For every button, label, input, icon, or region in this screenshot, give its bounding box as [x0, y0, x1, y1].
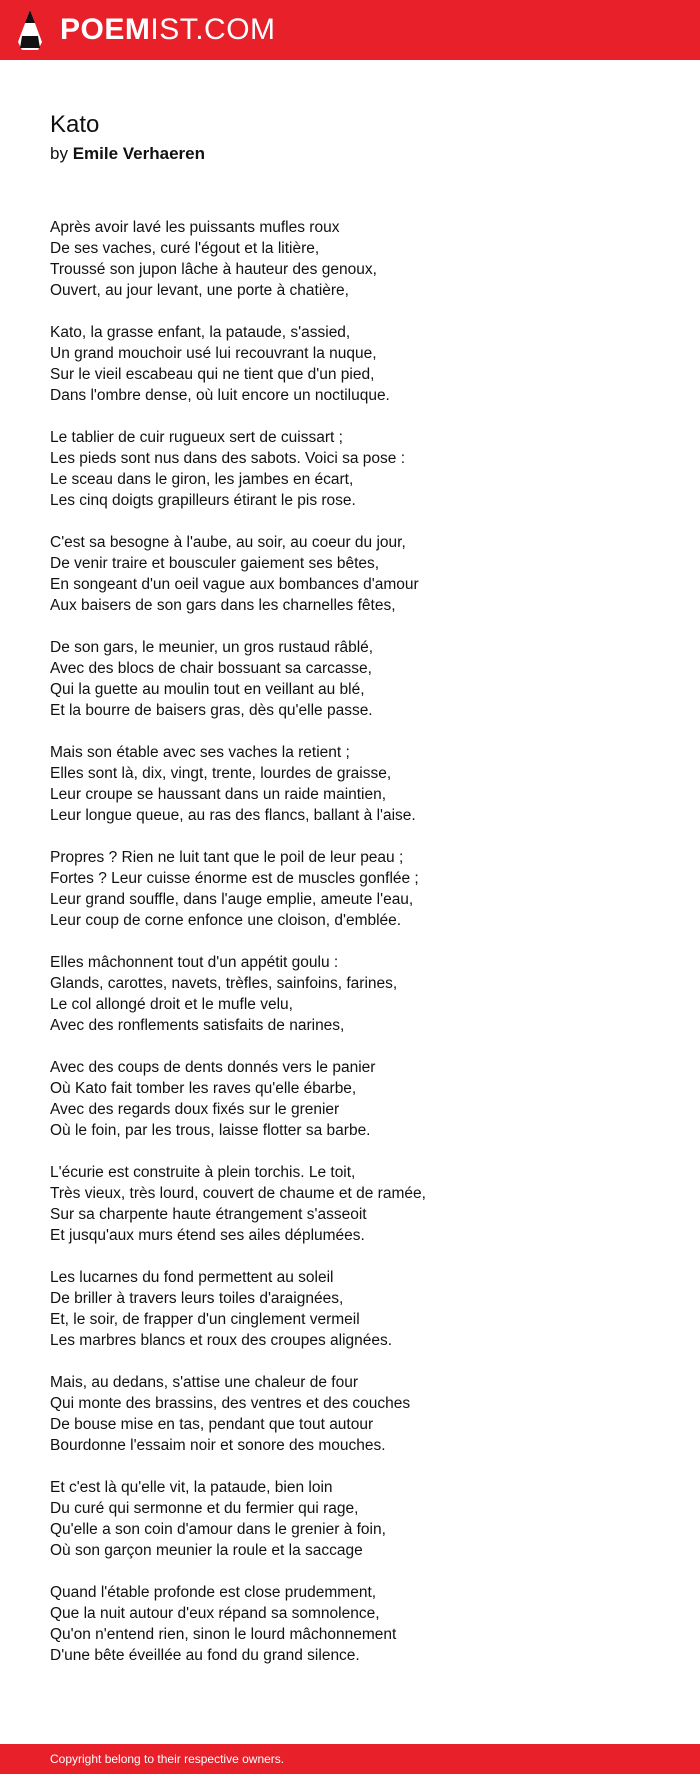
footer-copyright: Copyright belong to their respective owners. — [50, 1752, 285, 1766]
poem-stanza — [50, 1057, 650, 1141]
poem-stanza — [50, 1582, 650, 1666]
site-logo-link[interactable] — [16, 8, 276, 52]
poem-line: Qui la guette au moulin tout en veillant au blé, — [50, 681, 365, 698]
poem-line: Les marbres blancs et roux des croupes alignées. — [50, 1332, 393, 1349]
poem-line: De son gars, le meunier, un gros rustaud râblé, — [50, 639, 374, 656]
poem-line: Elles sont là, dix, vingt, trente, lourdes de graisse, — [50, 765, 392, 782]
poem-line: Le col allongé droit et le mufle velu, — [50, 996, 293, 1013]
poem-line: Avec des blocs de chair bossuant sa carcasse, — [50, 660, 372, 677]
poem-stanza — [50, 427, 650, 511]
poem-line: De ses vaches, curé l'égout et la litière, — [50, 240, 320, 257]
poem-line: Les lucarnes du fond permettent au soleil — [50, 1269, 334, 1286]
poem-line: Bourdonne l'essaim noir et sonore des mouches. — [50, 1437, 386, 1454]
poem-line: Fortes ? Leur cuisse énorme est de muscles gonflée ; — [50, 870, 419, 887]
poem-line: L'écurie est construite à plein torchis. Le toit, — [50, 1164, 356, 1181]
poem-stanza — [50, 742, 650, 826]
poem-line: Avec des regards doux fixés sur le grenier — [50, 1101, 340, 1118]
poem-line: Où son garçon meunier la roule et la saccage — [50, 1542, 363, 1559]
site-footer — [0, 1744, 700, 1774]
poem-line: Qu'on n'entend rien, sinon le lourd mâchonnement — [50, 1626, 397, 1643]
logo-light-text: IST.COM — [150, 13, 276, 46]
poem-line: Quand l'étable profonde est close prudemment, — [50, 1584, 377, 1601]
poem-author: Emile Verhaeren — [72, 144, 206, 163]
poem-line: Avec des ronflements satisfaits de narines, — [50, 1017, 345, 1034]
poem-line: Et, le soir, de frapper d'un cinglement vermeil — [50, 1311, 360, 1328]
poem-line: En songeant d'un oeil vague aux bombances d'amour — [50, 576, 419, 593]
poem-stanza — [50, 217, 650, 301]
site-header — [0, 0, 700, 60]
poem-line: De bouse mise en tas, pendant que tout autour — [50, 1416, 374, 1433]
poem-line: Après avoir lavé les puissants mufles roux — [50, 219, 340, 236]
poem-line: De venir traire et bousculer gaiement ses bêtes, — [50, 555, 380, 572]
poem-line: Leur coup de corne enfonce une cloison, d'emblée. — [50, 912, 402, 929]
poem-line: Leur longue queue, au ras des flancs, ballant à l'aise. — [50, 807, 416, 824]
poem-line: Et c'est là qu'elle vit, la pataude, bien loin — [50, 1479, 333, 1496]
poem-line: Sur sa charpente haute étrangement s'asseoit — [50, 1206, 367, 1223]
poem-stanza — [50, 952, 650, 1036]
poem-line: Dans l'ombre dense, où luit encore un noctiluque. — [50, 387, 390, 404]
poem-line: Leur croupe se haussant dans un raide maintien, — [50, 786, 387, 803]
logo-bold-text: POEM — [60, 13, 151, 46]
poem-byline — [50, 142, 650, 166]
poem-line: Elles mâchonnent tout d'un appétit goulu : — [50, 954, 339, 971]
poem-line: Les pieds sont nus dans des sabots. Voici sa pose : — [50, 450, 406, 467]
poem-stanza — [50, 1267, 650, 1351]
poem-line: Kato, la grasse enfant, la pataude, s'assied, — [50, 324, 351, 341]
site-logo-text — [60, 8, 276, 52]
poem-title: Kato — [50, 111, 100, 138]
poem-body — [50, 217, 650, 1687]
poem-stanza — [50, 532, 650, 616]
by-label: by — [50, 144, 68, 163]
poem-stanza — [50, 1162, 650, 1246]
poem-line: Aux baisers de son gars dans les charnelles fêtes, — [50, 597, 396, 614]
poem-line: De briller à travers leurs toiles d'araignées, — [50, 1290, 344, 1307]
poem-line: Où Kato fait tomber les raves qu'elle ébarbe, — [50, 1080, 357, 1097]
poem-stanza — [50, 637, 650, 721]
poem-line: Glands, carottes, navets, trèfles, sainfoins, farines, — [50, 975, 398, 992]
poem-line: Que la nuit autour d'eux répand sa somnolence, — [50, 1605, 380, 1622]
poem-line: Qui monte des brassins, des ventres et des couches — [50, 1395, 411, 1412]
poem-line: C'est sa besogne à l'aube, au soir, au coeur du jour, — [50, 534, 406, 551]
poem-line: Un grand mouchoir usé lui recouvrant la nuque, — [50, 345, 377, 362]
poem-stanza — [50, 322, 650, 406]
poem-line: Qu'elle a son coin d'amour dans le grenier à foin, — [50, 1521, 386, 1538]
poem-line: Et jusqu'aux murs étend ses ailes déplumées. — [50, 1227, 365, 1244]
poem-content — [50, 110, 650, 1664]
poem-line: Le sceau dans le giron, les jambes en écart, — [50, 471, 354, 488]
poem-line: Du curé qui sermonne et du fermier qui rage, — [50, 1500, 359, 1517]
poem-line: D'une bête éveillée au fond du grand silence. — [50, 1647, 360, 1664]
pencil-tip-icon — [16, 8, 44, 52]
poem-stanza — [50, 847, 650, 931]
poem-line: Ouvert, au jour levant, une porte à chatière, — [50, 282, 349, 299]
poem-line: Avec des coups de dents donnés vers le panier — [50, 1059, 376, 1076]
poem-line: Propres ? Rien ne luit tant que le poil de leur peau ; — [50, 849, 404, 866]
poem-line: Où le foin, par les trous, laisse flotter sa barbe. — [50, 1122, 371, 1139]
poem-line: Sur le vieil escabeau qui ne tient que d'un pied, — [50, 366, 375, 383]
poem-line: Et la bourre de baisers gras, dès qu'elle passe. — [50, 702, 373, 719]
poem-line: Mais son étable avec ses vaches la retient ; — [50, 744, 350, 761]
poem-line: Très vieux, très lourd, couvert de chaume et de ramée, — [50, 1185, 426, 1202]
poem-line: Leur grand souffle, dans l'auge emplie, ameute l'eau, — [50, 891, 414, 908]
poem-line: Le tablier de cuir rugueux sert de cuissart ; — [50, 429, 343, 446]
poem-stanza — [50, 1477, 650, 1561]
poem-line: Mais, au dedans, s'attise une chaleur de four — [50, 1374, 358, 1391]
poem-line: Les cinq doigts grapilleurs étirant le pis rose. — [50, 492, 356, 509]
poem-stanza — [50, 1372, 650, 1456]
poem-line: Troussé son jupon lâche à hauteur des genoux, — [50, 261, 377, 278]
